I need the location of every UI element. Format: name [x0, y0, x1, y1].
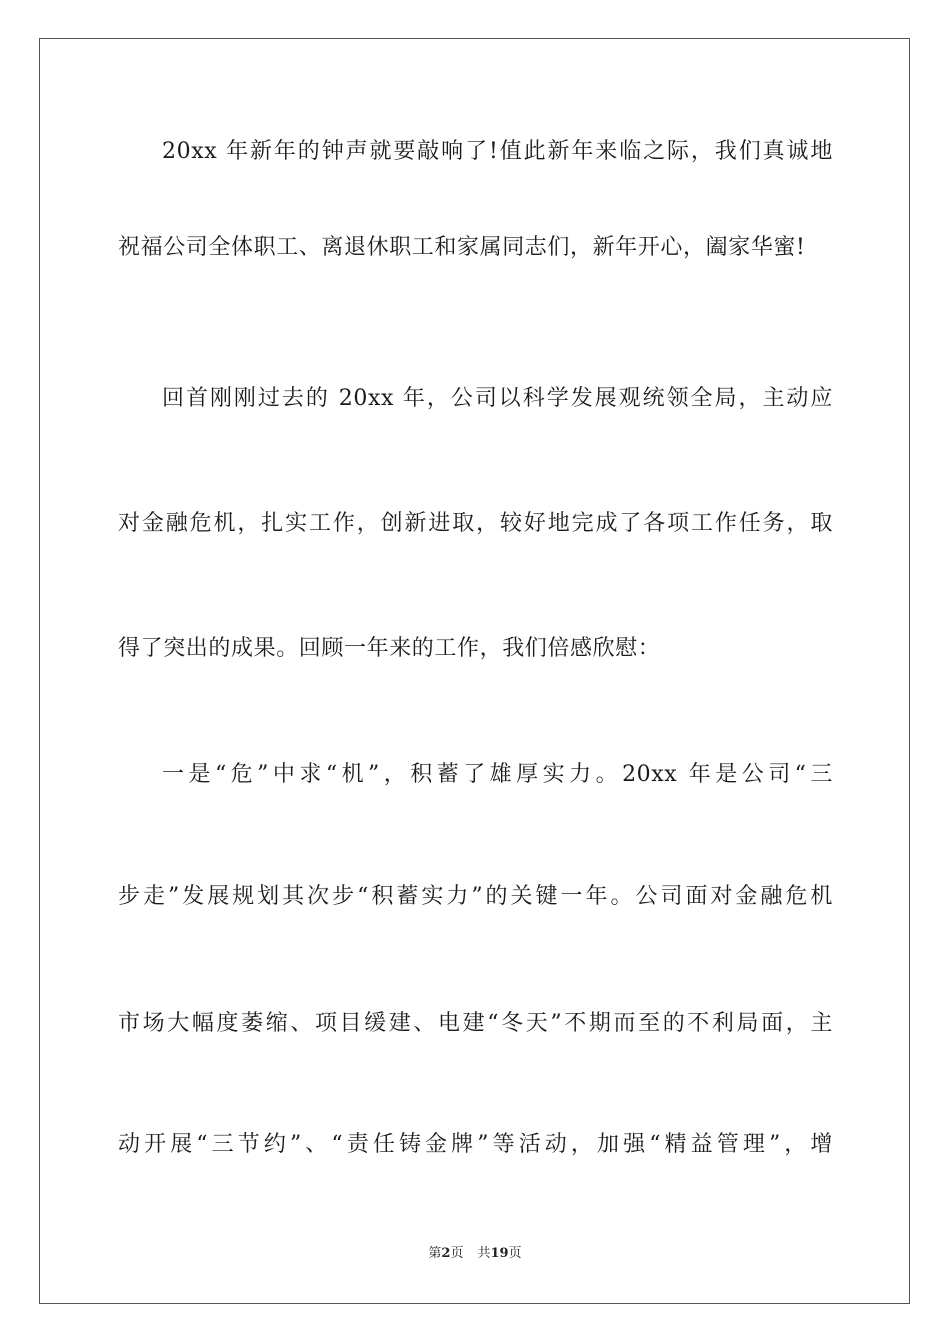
paragraph-line: 市场大幅度萎缩、项目缓建、电建“冬天”不期而至的不利局面，主: [118, 1011, 833, 1036]
page-suffix: 页: [450, 1246, 464, 1261]
paragraph-line: 对金融危机，扎实工作，创新进取，较好地完成了各项工作任务，取: [118, 511, 833, 536]
page-number: 2: [441, 1246, 451, 1261]
paragraph-line: 回首刚刚过去的 20xx 年，公司以科学发展观统领全局，主动应: [162, 386, 833, 411]
total-prefix: 共: [477, 1246, 491, 1261]
total-suffix: 页: [508, 1246, 522, 1261]
paragraph-line: 20xx 年新年的钟声就要敲响了!值此新年来临之际，我们真诚地: [162, 139, 833, 164]
paragraph-line: 一是“危”中求“机”，积蓄了雄厚实力。20xx 年是公司“三: [162, 762, 833, 787]
paragraph-line: 步走”发展规划其次步“积蓄实力”的关键一年。公司面对金融危机: [118, 884, 833, 909]
paragraph-line: 动开展“三节约”、“责任铸金牌”等活动，加强“精益管理”，增: [118, 1132, 833, 1157]
page-footer: [0, 1245, 950, 1263]
paragraph-line: 得了突出的成果。回顾一年来的工作，我们倍感欣慰：: [118, 636, 661, 661]
paragraph-line: 祝福公司全体职工、离退休职工和家属同志们，新年开心，阖家华蜜!: [118, 235, 806, 260]
total-pages: 19: [490, 1246, 509, 1261]
page-prefix: 第: [428, 1246, 442, 1261]
page-frame: [39, 38, 910, 1304]
